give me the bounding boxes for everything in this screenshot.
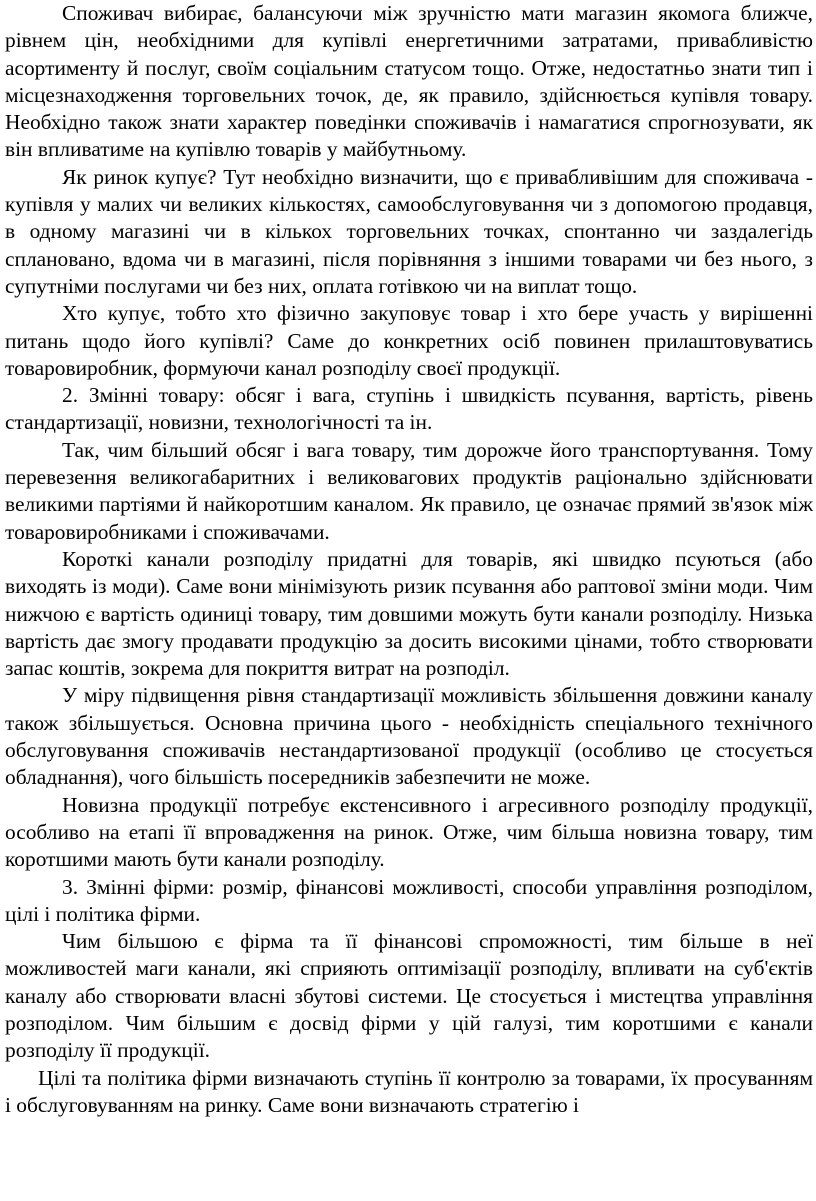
- paragraph-novelty: Новизна продукції потребує екстенсивного і агресивного розподілу продукції, особливо на етапі її впровадження на ринок. Отже, чим більша новизна товару, тим коротшими мають бути канали розподілу.: [5, 792, 813, 872]
- paragraph-standardization: У міру підвищення рівня стандартизації можливість збільшення довжини каналу також збільшується. Основна причина цього - необхідність спеціального технічного обслуговування споживачів нестандартизованої продукції (особливо це стосується обладнання), чого більшість посередників забезпечити не може.: [5, 683, 813, 790]
- paragraph-consumer-choice: Споживач вибирає, балансуючи між зручністю мати магазин якомога ближче, рівнем цін, необхідними для купівлі енергетичними затратами, привабливістю асортименту й послуг, своїм соціальним статусом тощо. Отже, недостатньо знати тип і місцезнаходження торговельних точок, де, як правило, здійснюється купівля товару. Необхідно також знати характер поведінки споживачів і намагатися спрогнозувати, як він впливатиме на купівлю товарів у майбутньому.: [5, 1, 813, 162]
- paragraph-firm-size: Чим більшою є фірма та її фінансові спроможності, тим більше в неї можливостей маги канали, які сприяють оптимізації розподілу, впливати на суб'єктів каналу або створювати власні збутові системи. Це стосується і мистецтва управління розподілом. Чим більшим є досвід фірми у цій галузі, тим коротшими є канали розподілу її продукції.: [5, 929, 813, 1063]
- paragraph-firm-variables: 3. Змінні фірми: розмір, фінансові можливості, способи управління розподілом, цілі і політика фірми.: [5, 874, 813, 926]
- paragraph-how-market-buys: Як ринок купує? Тут необхідно визначити, що є привабливішим для споживача - купівля у малих чи великих кількостях, самообслуговування чи з допомогою продавця, в одному магазині чи в кількох торговельних точках, спонтанно чи заздалегідь сплановано, вдома чи в магазині, після порівняння з іншими товарами чи без нього, з супутніми послугами чи без них, оплата готівкою чи на виплат тощо.: [5, 164, 813, 298]
- paragraph-short-channels: Короткі канали розподілу придатні для товарів, які швидко псуються (або виходять із моди). Саме вони мінімізують ризик псування або раптової зміни моди. Чим нижчою є вартість одиниці товару, тим довшими можуть бути канали розподілу. Низька вартість дає змогу продавати продукцію за досить високими цінами, тобто створювати запас коштів, зокрема для покриття витрат на розподіл.: [5, 546, 813, 681]
- paragraph-who-buys: Хто купує, тобто хто фізично закуповує товар і хто бере участь у вирішенні питань щодо його купівлі? Саме до конкретних осіб повинен прилаштовуватись товаровиробник, формуючи канал розподілу своєї продукції.: [5, 301, 813, 380]
- paragraph-firm-goals: Цілі та політика фірми визначають ступінь її контролю за товарами, їх просуванням і обслуговуванням на ринку. Саме вони визначають стратегію і: [5, 1065, 813, 1117]
- paragraph-volume-weight: Так, чим більший обсяг і вага товару, тим дорожче його транспортування. Тому перевезення великогабаритних і великовагових продуктів раціонально здійснювати великими партіями й найкоротшим каналом. Як правило, це означає прямий зв'язок між товаровиробниками і споживачами.: [5, 437, 813, 544]
- paragraph-product-variables: 2. Змінні товару: обсяг і вага, ступінь і швидкість псування, вартість, рівень стандартизації, новизни, технологічності та ін.: [5, 383, 813, 435]
